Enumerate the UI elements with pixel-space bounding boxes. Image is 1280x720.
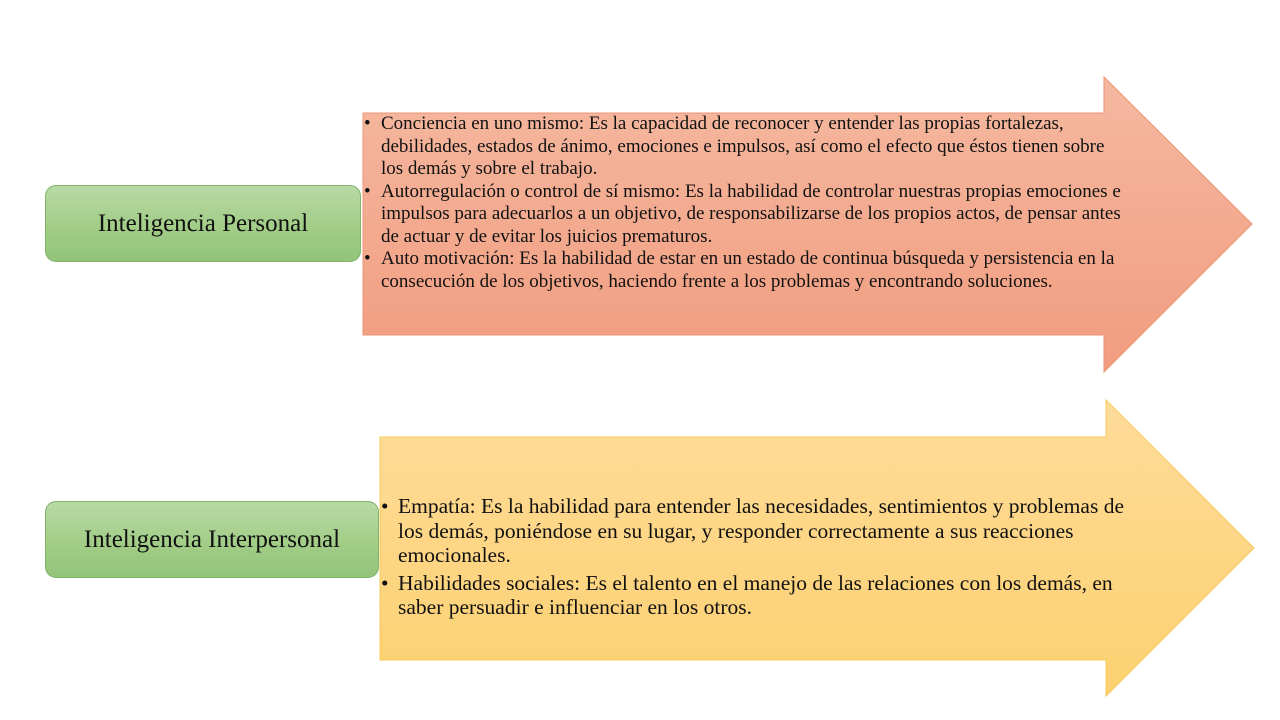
bullet-item-empatia: • Empatía: Es la habilidad para entender las necesidades, sentimientos y problemas de los demás, poniéndose en su lugar, y responder correctamente a sus reacciones emocionales.: [380, 494, 1132, 568]
label-inteligencia-personal: [45, 185, 361, 262]
interpersonal-bullet-list: [380, 494, 1132, 623]
personal-bullet-list: [363, 113, 1128, 293]
bullet-item-autorregulacion: • Autorregulación o control de sí mismo: Es la habilidad de controlar nuestras propias emociones e impulsos para adecuarlos a un objetivo, de responsabilizarse de los propios actos, de pensar antes de actuar y de evitar los juicios prematuros.: [363, 181, 1128, 249]
label-text: Inteligencia Personal: [97, 209, 309, 237]
bullet-item-automotivacion: • Auto motivación: Es la habilidad de estar en un estado de continua búsqueda y persistencia en la consecución de los objetivos, haciendo frente a los problemas y encontrando soluciones.: [363, 248, 1128, 293]
bullet-item-conciencia: • Conciencia en uno mismo: Es la capacidad de reconocer y entender las propias fortalezas, debilidades, estados de ánimo, emociones e impulsos, así como el efecto que éstos tienen sobre los demás y sobre el trabajo.: [363, 113, 1128, 181]
label-inteligencia-interpersonal: [45, 501, 379, 578]
bullet-item-habilidades-sociales: • Habilidades sociales: Es el talento en el manejo de las relaciones con los demás, en saber persuadir e influenciar en los otros.: [380, 571, 1132, 620]
label-text: Inteligencia Interpersonal: [83, 525, 341, 553]
